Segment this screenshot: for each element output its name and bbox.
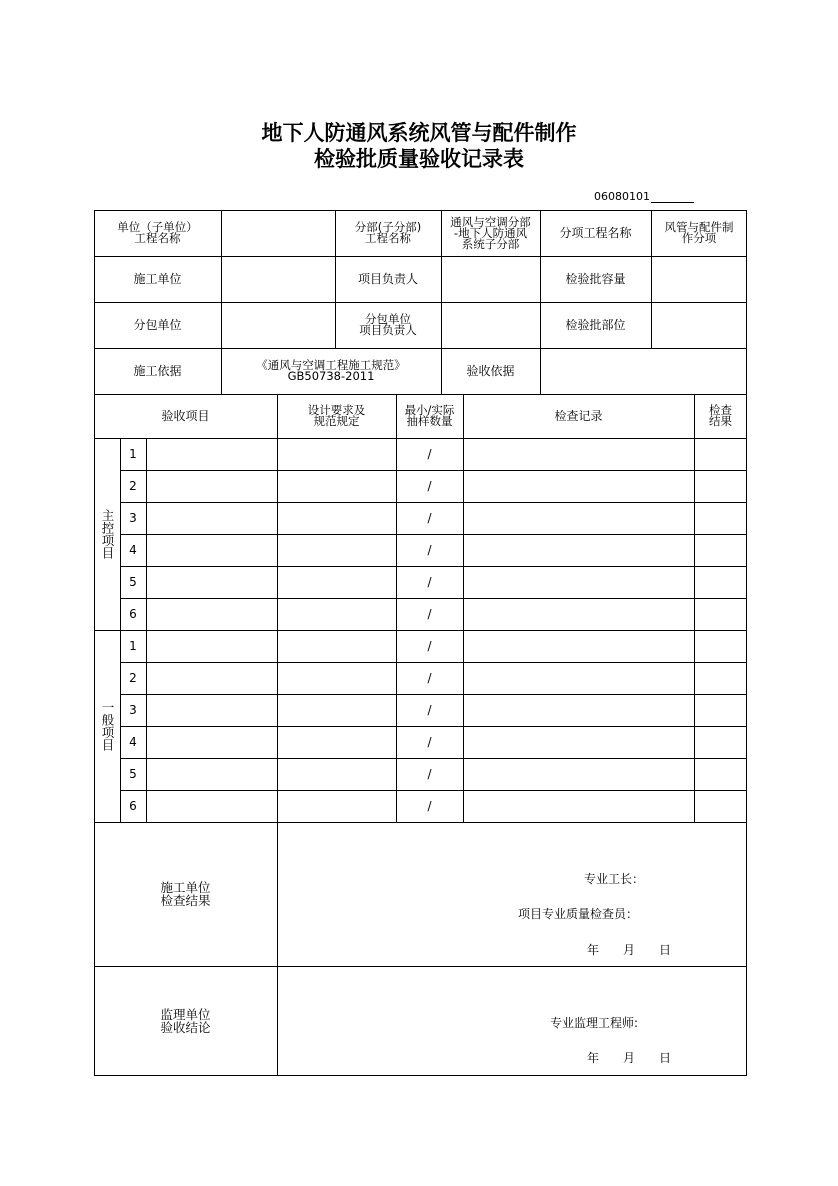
- supervisor-date: 年 月 日: [587, 1051, 672, 1065]
- pm-value[interactable]: [441, 256, 540, 302]
- design-requirement-cell[interactable]: [277, 470, 396, 502]
- col-record-header: 检查记录: [554, 409, 603, 423]
- inspector-signature-label: 项目专业质量检查员：: [518, 907, 639, 921]
- sampling-cell[interactable]: /: [427, 799, 432, 813]
- item-description-cell[interactable]: [146, 502, 277, 534]
- unit-value[interactable]: [221, 210, 335, 256]
- check-record-cell[interactable]: [463, 790, 694, 822]
- division-label: 分部(子分部) 工程名称: [354, 220, 422, 245]
- check-result-cell[interactable]: [694, 534, 747, 566]
- item-description-cell[interactable]: [146, 662, 277, 694]
- design-requirement-cell[interactable]: [277, 758, 396, 790]
- row-number: 3: [129, 511, 137, 525]
- check-record-cell[interactable]: [463, 566, 694, 598]
- location-value[interactable]: [651, 302, 747, 348]
- subcontractor-value[interactable]: [221, 302, 335, 348]
- row-number: 2: [129, 671, 137, 685]
- basis-value[interactable]: 《通风与空调工程施工规范》 GB50738-2011: [256, 358, 406, 383]
- row-number: 2: [129, 479, 137, 493]
- design-requirement-cell[interactable]: [277, 726, 396, 758]
- sampling-cell[interactable]: /: [427, 447, 432, 461]
- location-label: 检验批部位: [565, 318, 626, 332]
- general-label: 一般项目: [100, 701, 115, 751]
- row-number: 3: [129, 703, 137, 717]
- check-result-cell[interactable]: [694, 598, 747, 630]
- subitem-value[interactable]: 风管与配件制 作分项: [664, 220, 734, 245]
- check-record-cell[interactable]: [463, 758, 694, 790]
- sampling-cell[interactable]: /: [427, 735, 432, 749]
- form-code-underline: [651, 190, 694, 203]
- check-record-cell[interactable]: [463, 726, 694, 758]
- sampling-cell[interactable]: /: [427, 543, 432, 557]
- form-code: [594, 190, 694, 203]
- contractor-check-label: 施工单位 检查结果: [160, 880, 211, 908]
- design-requirement-cell[interactable]: [277, 566, 396, 598]
- check-record-cell[interactable]: [463, 502, 694, 534]
- item-description-cell[interactable]: [146, 726, 277, 758]
- design-requirement-cell[interactable]: [277, 694, 396, 726]
- design-requirement-cell[interactable]: [277, 502, 396, 534]
- design-requirement-cell[interactable]: [277, 534, 396, 566]
- design-requirement-cell[interactable]: [277, 438, 396, 470]
- check-result-cell[interactable]: [694, 790, 747, 822]
- col-sampling-header: 最小/实际 抽样数量: [404, 403, 455, 428]
- check-record-cell[interactable]: [463, 534, 694, 566]
- item-description-cell[interactable]: [146, 438, 277, 470]
- sampling-cell[interactable]: /: [427, 607, 432, 621]
- item-description-cell[interactable]: [146, 758, 277, 790]
- sampling-cell[interactable]: /: [427, 639, 432, 653]
- row-number: 6: [129, 799, 137, 813]
- general-group: [94, 630, 120, 822]
- foreman-signature-label: 专业工长：: [584, 872, 645, 886]
- unit-label: 单位（子单位） 工程名称: [117, 220, 198, 245]
- row-number: 1: [129, 639, 137, 653]
- sub-pm-value[interactable]: [441, 302, 540, 348]
- sub-pm-label: 分包单位 项目负责人: [359, 312, 417, 337]
- sampling-cell[interactable]: /: [427, 511, 432, 525]
- check-result-cell[interactable]: [694, 630, 747, 662]
- basis-label: 施工依据: [133, 364, 182, 378]
- sampling-cell[interactable]: /: [427, 703, 432, 717]
- main-control-label: 主控项目: [100, 509, 115, 559]
- contractor-value[interactable]: [221, 256, 335, 302]
- design-requirement-cell[interactable]: [277, 598, 396, 630]
- item-description-cell[interactable]: [146, 534, 277, 566]
- check-result-cell[interactable]: [694, 694, 747, 726]
- check-record-cell[interactable]: [463, 438, 694, 470]
- col-design-header: 设计要求及 规范规定: [307, 403, 366, 428]
- item-description-cell[interactable]: [146, 566, 277, 598]
- item-description-cell[interactable]: [146, 694, 277, 726]
- sampling-cell[interactable]: /: [427, 671, 432, 685]
- check-result-cell[interactable]: [694, 662, 747, 694]
- check-record-cell[interactable]: [463, 662, 694, 694]
- contractor-label: 施工单位: [133, 272, 182, 286]
- check-result-cell[interactable]: [694, 438, 747, 470]
- check-result-cell[interactable]: [694, 758, 747, 790]
- row-number: 4: [129, 543, 137, 557]
- col-result-header: 检查 结果: [709, 403, 732, 428]
- capacity-label: 检验批容量: [565, 272, 626, 286]
- pm-label: 项目负责人: [357, 272, 418, 286]
- design-requirement-cell[interactable]: [277, 662, 396, 694]
- title-line-1: 地下人防通风系统风管与配件制作: [261, 120, 577, 145]
- design-requirement-cell[interactable]: [277, 630, 396, 662]
- accept-basis-value[interactable]: [540, 348, 747, 394]
- check-result-cell[interactable]: [694, 566, 747, 598]
- check-result-cell[interactable]: [694, 726, 747, 758]
- check-result-cell[interactable]: [694, 470, 747, 502]
- check-record-cell[interactable]: [463, 630, 694, 662]
- title-line-2: 检验批质量验收记录表: [314, 146, 524, 171]
- supervisor-check-label: 监理单位 验收结论: [160, 1007, 211, 1035]
- check-result-cell[interactable]: [694, 502, 747, 534]
- item-description-cell[interactable]: [146, 598, 277, 630]
- row-number: 5: [129, 767, 137, 781]
- form-code-number: 06080101: [594, 190, 650, 203]
- design-requirement-cell[interactable]: [277, 790, 396, 822]
- check-record-cell[interactable]: [463, 694, 694, 726]
- sampling-cell[interactable]: /: [427, 575, 432, 589]
- subcontractor-label: 分包单位: [133, 318, 182, 332]
- capacity-value[interactable]: [651, 256, 747, 302]
- check-record-cell[interactable]: [463, 470, 694, 502]
- supervisor-signature-label: 专业监理工程师:: [550, 1016, 639, 1030]
- contractor-date: 年 月 日: [587, 943, 672, 957]
- main-control-group: [94, 438, 120, 630]
- item-description-cell[interactable]: [146, 470, 277, 502]
- sampling-cell[interactable]: /: [427, 479, 432, 493]
- division-value[interactable]: 通风与空调分部 -地下人防通风 系统子分部: [450, 214, 531, 251]
- item-description-cell[interactable]: [146, 630, 277, 662]
- col-item-header: 验收项目: [161, 409, 210, 423]
- item-description-cell[interactable]: [146, 790, 277, 822]
- check-record-cell[interactable]: [463, 598, 694, 630]
- row-number: 1: [129, 447, 137, 461]
- accept-basis-label: 验收依据: [466, 364, 515, 378]
- subitem-label: 分项工程名称: [559, 226, 632, 240]
- row-number: 6: [129, 607, 137, 621]
- row-number: 5: [129, 575, 137, 589]
- row-number: 4: [129, 735, 137, 749]
- sampling-cell[interactable]: /: [427, 767, 432, 781]
